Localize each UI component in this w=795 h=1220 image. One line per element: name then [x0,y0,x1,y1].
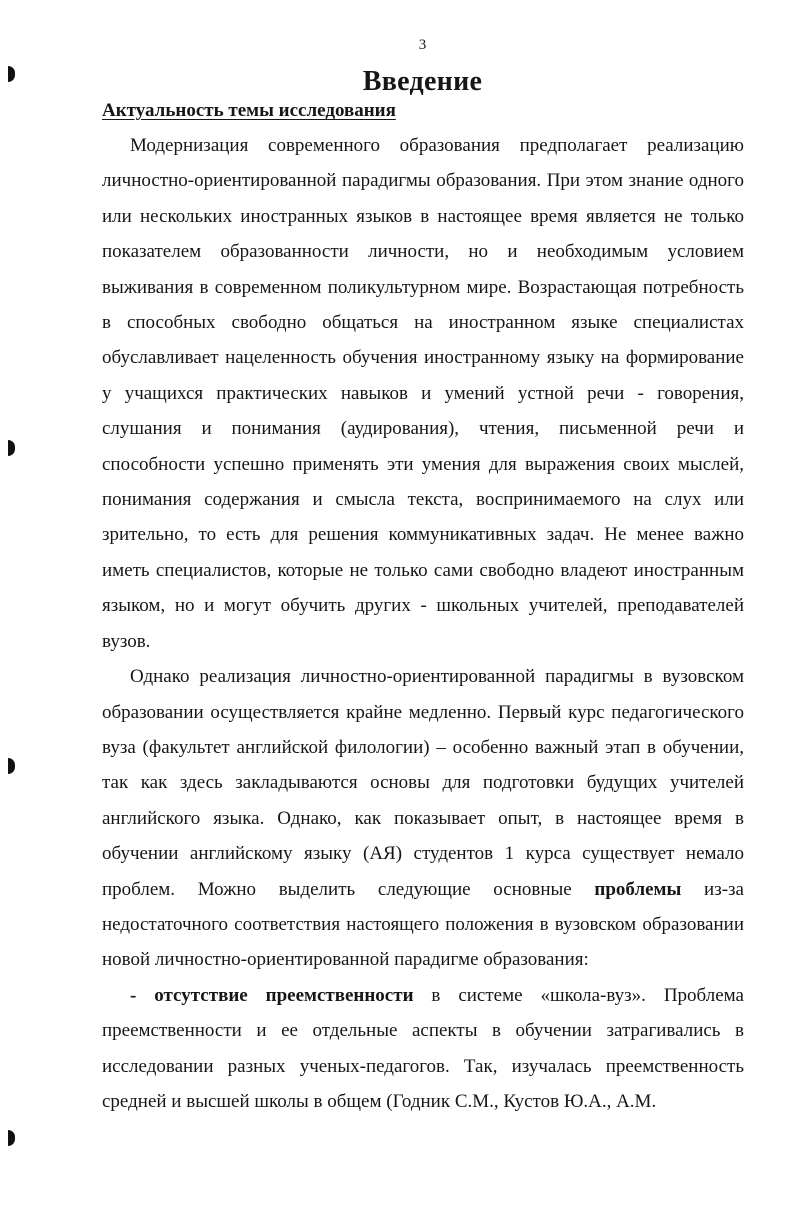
paragraph-3-text: в системе «школа-вуз». Проблема преемственности и ее отдельные аспекты в обучении затрагивались в исследовании разных ученых-педагогов. Так, изучалась преемственность средней и высшей школы в общем (Годник С.М., Кустов Ю.А., А.М. [102,984,744,1112]
paragraph-2-text-end: из-за недостаточного соответствия настоящего положения в вузовском образовании новой личностно-ориентированной парадигме образования: [102,878,744,971]
page-number: 3 [418,37,427,53]
body-text [102,128,744,1119]
section-heading: Актуальность темы исследования [102,100,396,121]
binding-hole-mark [8,440,15,456]
paragraph-3-emphasis: - отсутствие преемственности [130,984,414,1006]
paragraph-3 [102,978,744,1120]
paragraph-2-text: Однако реализация личностно-ориентированной парадигмы в вузовском образовании осуществляется крайне медленно. Первый курс педагогического вуза (факультет английской филологии) – особенно важный этап в обучении, так как здесь закладываются основы для подготовки будущих учителей английского языка. Однако, как показывает опыт, в настоящее время в обучении английскому языку (АЯ) студентов 1 курса существует немало проблем. Можно выделить следующие основные [102,666,744,900]
page-title: Введение [362,66,483,97]
paragraph-1: Модернизация современного образования предполагает реализацию личностно-ориентированной парадигмы образования. При этом знание одного или нескольких иностранных языков в настоящее время является не только показателем образованности личности, но и необходимым условием выживания в современном поликультурном мире. Возрастающая потребность в способных свободно общаться на иностранном языке специалистах обуславливает нацеленность обучения иностранному языку на формирование у учащихся практических навыков и умений устной речи - говорения, слушания и понимания (аудирования), чтения, письменной речи и способности успешно применять эти умения для выражения своих мыслей, понимания содержания и смысла текста, воспринимаемого на слух или зрительно, то есть для решения коммуникативных задач. Не менее важно иметь специалистов, которые не только сами свободно владеют иностранным языком, но и могут обучить других - школьных учителей, преподавателей вузов. [102,135,744,652]
binding-hole-mark [8,1130,15,1146]
paragraph-2 [102,659,744,978]
binding-hole-mark [8,758,15,774]
paragraph-2-emphasis: проблемы [594,878,682,900]
